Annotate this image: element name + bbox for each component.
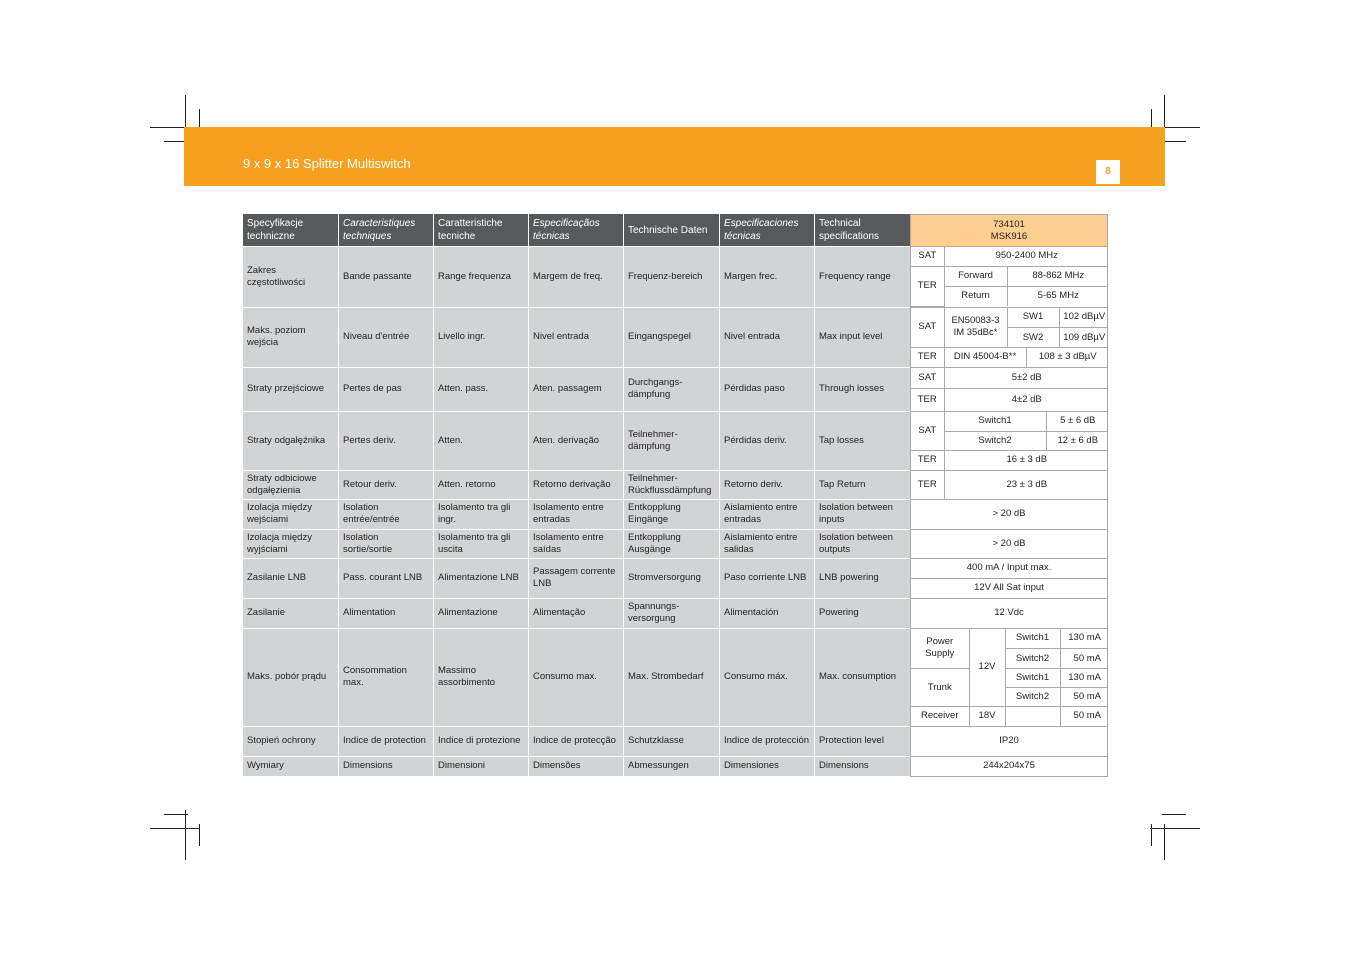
row-label: Consumo max. [529, 629, 624, 727]
row-label: Eingangspegel [624, 308, 720, 368]
row-label: Protection level [815, 727, 910, 757]
spec-value: > 20 dB [992, 537, 1026, 549]
spec-cell-lnb-power [910, 559, 1108, 599]
row-label: Zasilanie [243, 599, 339, 629]
row-label: Schutzklasse [624, 727, 720, 757]
row-label: Maks. pobór prądu [243, 629, 339, 727]
spec-cell-consumption [910, 629, 1108, 727]
row-label: Stopień ochrony [243, 727, 339, 757]
spec-value: IP20 [999, 735, 1019, 746]
table-row [243, 629, 1108, 727]
page-title: 9 x 9 x 16 Splitter Multiswitch [243, 156, 411, 171]
row-label: Tap Return [815, 471, 910, 500]
row-label: Niveau d'entrée [339, 308, 434, 368]
row-label: Alimentation [339, 599, 434, 629]
row-label: Indice de protecção [529, 727, 624, 757]
page-number: 8 [1096, 160, 1120, 184]
spec-label: 18V [969, 707, 1005, 726]
band-label: SAT [911, 247, 944, 266]
row-label: Dimensões [529, 757, 624, 777]
spec-value: 12 Vdc [994, 607, 1024, 618]
row-label: Alimentazione LNB [434, 559, 529, 599]
column-header: Technische Daten [624, 214, 720, 247]
spec-cell-powering [910, 599, 1108, 629]
table-row [243, 599, 1108, 629]
row-label: Straty odbiciowe odgałęzienia [243, 471, 339, 500]
row-label: Consumo máx. [720, 629, 815, 727]
spec-label: Switch2 [1005, 649, 1060, 669]
column-header: Technical specifications [815, 214, 910, 247]
row-label: Maks. poziom wejścia [243, 308, 339, 368]
row-label: Durchgangs-dämpfung [624, 368, 720, 412]
row-label: Indice di protezione [434, 727, 529, 757]
spec-value: 12 ± 6 dB [1046, 432, 1108, 451]
row-label: Wymiary [243, 757, 339, 777]
crop-mark [1162, 814, 1186, 815]
row-label: Pérdidas paso [720, 368, 815, 412]
spec-label: Switch2 [1005, 688, 1060, 707]
row-label: Margem de freq. [529, 247, 624, 308]
spec-cell-input-level [910, 308, 1108, 368]
row-label: Bande passante [339, 247, 434, 308]
row-label: Tap losses [815, 412, 910, 471]
row-label: Spannungs-versorgung [624, 599, 720, 629]
row-label: Pass. courant LNB [339, 559, 434, 599]
spec-value: 130 mA [1060, 669, 1108, 688]
spec-value: 102 dBµV [1059, 308, 1108, 328]
spec-value: 400 mA / Input max. [911, 559, 1107, 579]
row-label: Stromversorgung [624, 559, 720, 599]
row-label: Pertes de pas [339, 368, 434, 412]
row-label: Straty odgałęźnika [243, 412, 339, 471]
spec-value: 950-2400 MHz [944, 247, 1108, 266]
spec-value: 23 ± 3 dB [944, 471, 1108, 499]
crop-mark [164, 814, 188, 815]
table-row [243, 727, 1108, 757]
table-row [243, 757, 1108, 777]
row-label: Alimentação [529, 599, 624, 629]
spec-cell-through-loss [910, 368, 1108, 412]
row-label: Aten. derivação [529, 412, 624, 471]
model-code: 734101 [993, 218, 1025, 230]
row-label: Aislamiento entre entradas [720, 500, 815, 530]
band-label: TER [911, 451, 944, 470]
spec-cell-iso-outputs [910, 530, 1108, 559]
row-label: Teilnehmer-Rückflussdämpfung [624, 471, 720, 500]
spec-value: 12V All Sat input [911, 579, 1107, 598]
spec-cell-iso-inputs [910, 500, 1108, 530]
row-label: Paso corriente LNB [720, 559, 815, 599]
spec-label: Switch2 [944, 432, 1046, 451]
spec-cell-dimensions [910, 757, 1108, 777]
spec-value: 5-65 MHz [1007, 286, 1108, 306]
band-label: SAT [911, 368, 944, 389]
row-label: Isolation between inputs [815, 500, 910, 530]
row-label: Atten. retorno [434, 471, 529, 500]
row-label: Retour deriv. [339, 471, 434, 500]
row-label: Entkopplung Eingänge [624, 500, 720, 530]
row-label: Powering [815, 599, 910, 629]
table-row [243, 412, 1108, 471]
spec-value: 50 mA [1060, 649, 1108, 669]
row-label: Dimensions [339, 757, 434, 777]
spec-cell-tap-return [910, 471, 1108, 500]
spec-label: 12V [969, 629, 1005, 707]
row-label: Atten. pass. [434, 368, 529, 412]
row-label: Isolamento entre entradas [529, 500, 624, 530]
row-label: Passagem corrente LNB [529, 559, 624, 599]
spec-label: EN50083-3 IM 35dBc* [944, 308, 1007, 348]
crop-mark [150, 828, 200, 829]
row-label: Isolamento tra gli uscita [434, 530, 529, 559]
row-label: Teilnehmer-dämpfung [624, 412, 720, 471]
spec-value: 50 mA [1060, 707, 1108, 726]
row-label: Izolacja między wyjściami [243, 530, 339, 559]
row-label: Livello ingr. [434, 308, 529, 368]
column-header: Especificaciones técnicas [720, 214, 815, 247]
row-label: Abmessungen [624, 757, 720, 777]
row-label: Aislamiento entre salidas [720, 530, 815, 559]
row-label: Indice de protection [339, 727, 434, 757]
row-label: Isolation entrée/entrée [339, 500, 434, 530]
row-label: Aten. passagem [529, 368, 624, 412]
row-label: Entkopplung Ausgänge [624, 530, 720, 559]
spec-label: Trunk [911, 669, 969, 707]
spec-label: Forward [944, 266, 1007, 286]
page-header-banner [184, 127, 1165, 186]
row-label: Frequency range [815, 247, 910, 308]
table-row [243, 530, 1108, 559]
row-label: Straty przejściowe [243, 368, 339, 412]
row-label: Dimensions [815, 757, 910, 777]
spec-value: 5 ± 6 dB [1046, 412, 1108, 432]
row-label: Massimo assorbimento [434, 629, 529, 727]
row-label: Alimentazione [434, 599, 529, 629]
column-header: Especificaçãos técnicas [529, 214, 624, 247]
spec-value: 88-862 MHz [1007, 266, 1108, 286]
row-label: Max input level [815, 308, 910, 368]
spec-cell-frequency [910, 247, 1108, 308]
spec-label: Switch1 [944, 412, 1046, 432]
spec-value: 109 dBµV [1059, 328, 1108, 348]
table-row [243, 308, 1108, 368]
row-label: Nivel entrada [720, 308, 815, 368]
spec-cell-tap-loss [910, 412, 1108, 471]
row-label: Atten. [434, 412, 529, 471]
spec-label: Switch1 [1005, 629, 1060, 649]
row-label: Isolamento entre saídas [529, 530, 624, 559]
model-name: MSK916 [990, 230, 1028, 242]
row-label: Dimensiones [720, 757, 815, 777]
band-label: SAT [911, 308, 944, 348]
row-label: Margen frec. [720, 247, 815, 308]
spec-value: > 20 dB [992, 508, 1026, 519]
row-label: Through losses [815, 368, 910, 412]
row-label: Zasilanie LNB [243, 559, 339, 599]
row-label: Indice de protección [720, 727, 815, 757]
table-row [243, 368, 1108, 412]
row-label: Nivel entrada [529, 308, 624, 368]
table-row [243, 471, 1108, 500]
row-label: Isolation sortie/sortie [339, 530, 434, 559]
row-label: Dimensioni [434, 757, 529, 777]
row-label: Zakres częstotliwości [243, 247, 339, 308]
spec-label: SW1 [1007, 308, 1059, 328]
spec-label: Return [944, 286, 1007, 306]
spec-cell-protection [910, 727, 1108, 757]
row-label: Isolamento tra gli ingr. [434, 500, 529, 530]
spec-value: 130 mA [1060, 629, 1108, 649]
row-label: Retorno derivação [529, 471, 624, 500]
column-header: Caratteristiche tecniche [434, 214, 529, 247]
spec-label: Power Supply [911, 629, 969, 669]
table-row [243, 500, 1108, 530]
spec-value: 5±2 dB [944, 368, 1108, 389]
band-label: TER [911, 348, 944, 367]
table-row [243, 559, 1108, 599]
spec-label: SW2 [1007, 328, 1059, 348]
spec-label: Switch1 [1005, 669, 1060, 688]
band-label: TER [911, 471, 944, 499]
row-label: Max. Strombedarf [624, 629, 720, 727]
row-label: Isolation between outputs [815, 530, 910, 559]
empty-cell [1005, 707, 1060, 726]
row-label: Range frequenza [434, 247, 529, 308]
band-label: TER [911, 389, 944, 411]
row-label: LNB powering [815, 559, 910, 599]
band-label: SAT [911, 412, 944, 451]
spec-value: 4±2 dB [944, 389, 1108, 411]
row-label: Izolacja między wejściami [243, 500, 339, 530]
row-label: Consommation max. [339, 629, 434, 727]
row-label: Pertes deriv. [339, 412, 434, 471]
spec-value: 50 mA [1060, 688, 1108, 707]
spec-table [243, 214, 1108, 777]
table-row [243, 247, 1108, 308]
row-label: Alimentación [720, 599, 815, 629]
band-label: TER [911, 266, 944, 306]
spec-value: 16 ± 3 dB [944, 451, 1108, 470]
spec-label: DIN 45004-B** [944, 348, 1026, 367]
row-label: Max. consumption [815, 629, 910, 727]
model-header [910, 214, 1108, 247]
spec-label: Receiver [911, 707, 969, 726]
row-label: Retorno deriv. [720, 471, 815, 500]
row-label: Pérdidas deriv. [720, 412, 815, 471]
spec-value: 244x204x75 [983, 760, 1035, 771]
crop-mark [1150, 828, 1200, 829]
table-header-row [243, 214, 1108, 247]
column-header: Specyfikacje techniczne [243, 214, 339, 247]
crop-mark [1164, 824, 1165, 860]
column-header: Caracteristiques techniques [339, 214, 434, 247]
row-label: Frequenz-bereich [624, 247, 720, 308]
crop-mark [185, 810, 186, 860]
spec-value: 108 ± 3 dBµV [1026, 348, 1108, 367]
